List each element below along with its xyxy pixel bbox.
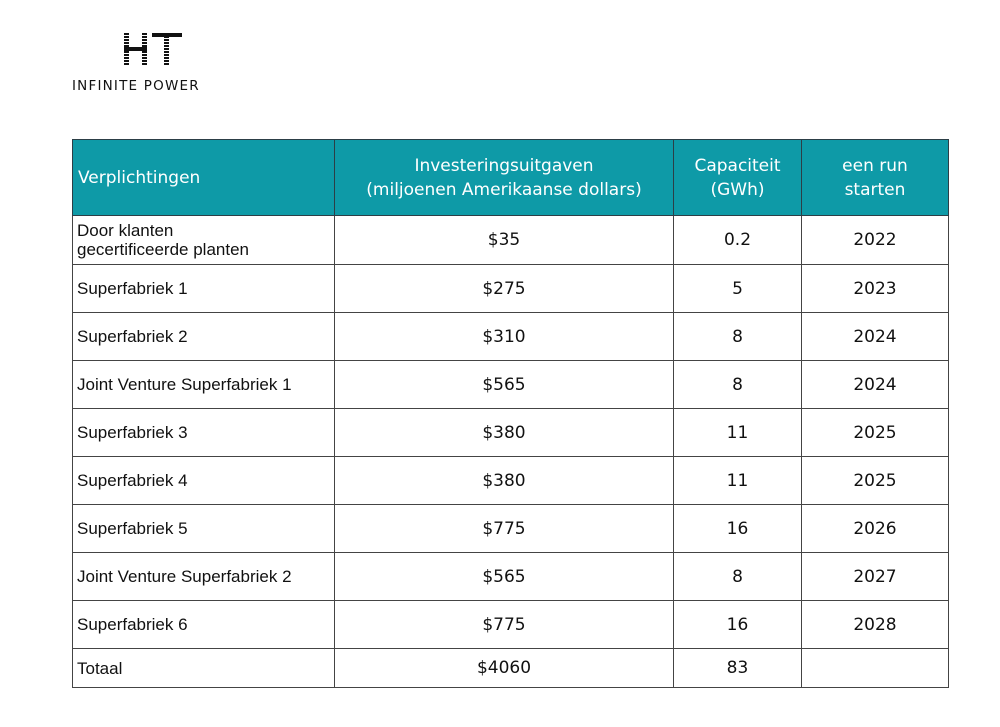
row-capex: $310: [335, 313, 674, 361]
row-start-year: 2026: [802, 505, 949, 553]
row-label: Superfabriek 5: [73, 505, 335, 553]
table-row: [73, 313, 949, 361]
logo-tagline: INFINITE POWER: [72, 78, 200, 94]
row-start-year: 2025: [802, 409, 949, 457]
row-capex: $35: [335, 216, 674, 265]
row-start-year: 2027: [802, 553, 949, 601]
row-start-year: 2028: [802, 601, 949, 649]
row-capacity: 11: [674, 457, 802, 505]
row-capacity: 0.2: [674, 216, 802, 265]
row-capacity: 5: [674, 265, 802, 313]
row-capex: $4060: [335, 649, 674, 688]
row-capex: $565: [335, 553, 674, 601]
row-capacity: 16: [674, 601, 802, 649]
row-label: Superfabriek 2: [73, 313, 335, 361]
table-row: [73, 216, 949, 265]
row-start-year: 2024: [802, 361, 949, 409]
row-capex: $565: [335, 361, 674, 409]
company-logo: [72, 30, 237, 100]
row-capex: $775: [335, 505, 674, 553]
row-capacity: 8: [674, 313, 802, 361]
commitments-table: [72, 139, 949, 688]
table-row: [73, 649, 949, 688]
row-capacity: 83: [674, 649, 802, 688]
header-capex: Investeringsuitgaven (miljoenen Amerikaanse dollars): [335, 140, 674, 216]
row-capacity: 11: [674, 409, 802, 457]
row-capex: $380: [335, 457, 674, 505]
header-start-year: een run starten: [802, 140, 949, 216]
row-capex: $775: [335, 601, 674, 649]
row-label: Superfabriek 1: [73, 265, 335, 313]
table-header-row: [73, 140, 949, 216]
table-row: [73, 361, 949, 409]
row-label: Superfabriek 3: [73, 409, 335, 457]
row-label: Superfabriek 4: [73, 457, 335, 505]
row-capacity: 8: [674, 361, 802, 409]
table-row: [73, 601, 949, 649]
row-start-year: [802, 649, 949, 688]
header-commitments: Verplichtingen: [73, 140, 335, 216]
row-capacity: 16: [674, 505, 802, 553]
header-capacity: Capaciteit (GWh): [674, 140, 802, 216]
row-label: Joint Venture Superfabriek 2: [73, 553, 335, 601]
row-start-year: 2025: [802, 457, 949, 505]
ht-logo-mark: [122, 30, 184, 70]
row-capex: $380: [335, 409, 674, 457]
table-row: [73, 553, 949, 601]
row-label: Superfabriek 6: [73, 601, 335, 649]
row-label: Totaal: [73, 649, 335, 688]
row-label: Door klanten gecertificeerde planten: [73, 216, 335, 265]
table-row: [73, 457, 949, 505]
table-row: [73, 265, 949, 313]
row-start-year: 2024: [802, 313, 949, 361]
row-start-year: 2022: [802, 216, 949, 265]
table-row: [73, 409, 949, 457]
row-capex: $275: [335, 265, 674, 313]
row-start-year: 2023: [802, 265, 949, 313]
row-capacity: 8: [674, 553, 802, 601]
table-row: [73, 505, 949, 553]
row-label: Joint Venture Superfabriek 1: [73, 361, 335, 409]
